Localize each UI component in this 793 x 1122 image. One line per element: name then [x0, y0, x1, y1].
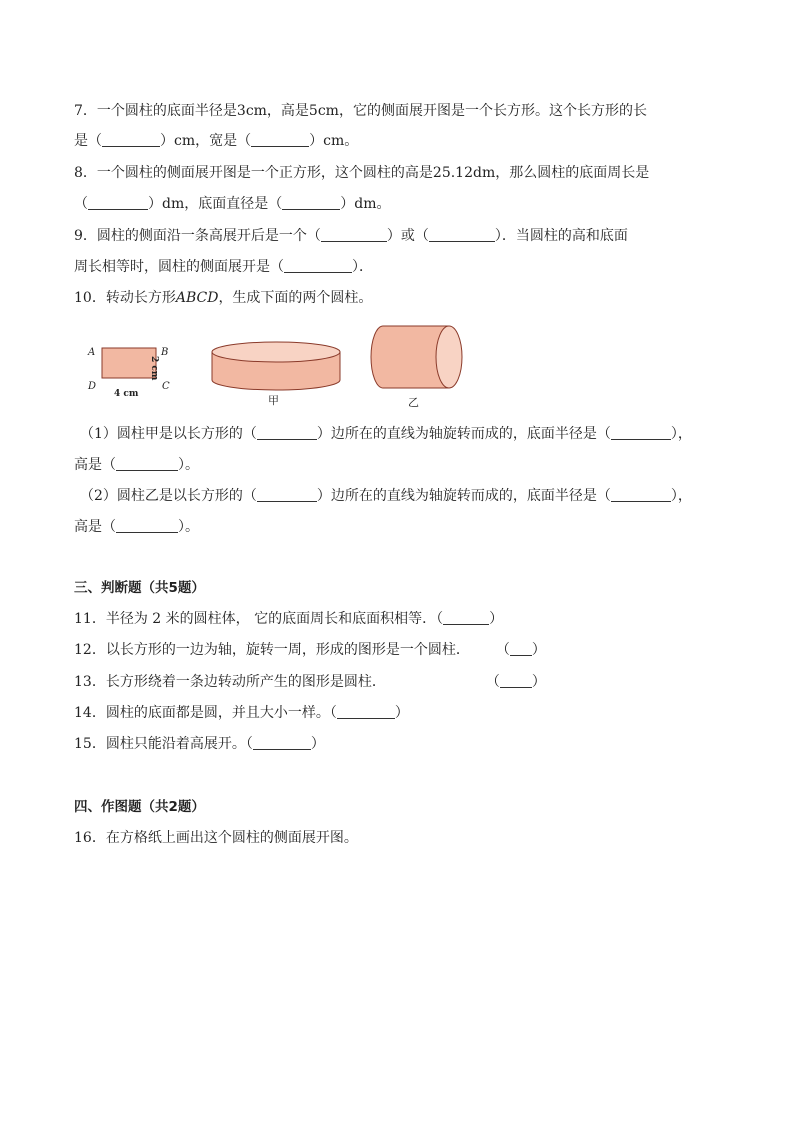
q10-part2-line2: 高是（ ）。: [74, 519, 199, 535]
answer-blank[interactable]: [500, 674, 532, 688]
q9-line2: 周长相等时，圆柱的侧面展开是（ ）．: [74, 259, 373, 275]
section-4-title: 四、作图题（共2题）: [74, 799, 205, 815]
q11: 11．半径为 2 米的圆柱体， 它的底面周长和底面积相等．（ ）: [74, 611, 504, 627]
q10-line1: 10．转动长方形ABCD，生成下面的两个圆柱。: [74, 290, 373, 306]
q15: 15．圆柱只能沿着高展开。（ ）: [74, 736, 325, 752]
answer-blank[interactable]: [321, 228, 387, 242]
answer-blank[interactable]: [284, 259, 352, 273]
answer-blank[interactable]: [116, 457, 178, 471]
answer-blank[interactable]: [337, 705, 395, 719]
q10-part1-line1: （1）圆柱甲是以长方形的（ ）边所在的直线为轴旋转而成的，底面半径是（ ），: [80, 426, 692, 442]
height-label: 2 cm: [149, 356, 159, 381]
q9-line1: 9．圆柱的侧面沿一条高展开后是一个（ ）或（ ）．当圆柱的高和底面: [74, 228, 628, 244]
answer-blank[interactable]: [88, 196, 148, 210]
answer-blank[interactable]: [611, 488, 671, 502]
section-3-title: 三、判断题（共5题）: [74, 580, 205, 596]
answer-blank[interactable]: [429, 228, 495, 242]
q7-line2: 是（ ）cm，宽是（ ）cm。: [74, 133, 359, 149]
cylinder-jia-label: 甲: [268, 394, 279, 407]
q14: 14．圆柱的底面都是圆，并且大小一样。（ ）: [74, 705, 409, 721]
label-b: B: [161, 347, 169, 358]
q8-line1: 8．一个圆柱的侧面展开图是一个正方形，这个圆柱的高是25.12dm，那么圆柱的底面周长是: [74, 165, 650, 181]
q13: 13．长方形绕着一条边转动所产生的图形是圆柱． （ ）: [74, 674, 546, 690]
answer-blank[interactable]: [611, 426, 671, 440]
cylinder-jia-top: [212, 342, 340, 362]
q7-line1: 7．一个圆柱的底面半径是3cm，高是5cm，它的侧面展开图是一个长方形。这个长方形的长: [74, 103, 647, 119]
answer-blank[interactable]: [251, 133, 309, 147]
q8-line2: （ ）dm，底面直径是（ ）dm。: [74, 196, 391, 212]
answer-blank[interactable]: [257, 426, 317, 440]
answer-blank[interactable]: [253, 736, 311, 750]
answer-blank[interactable]: [510, 642, 532, 656]
answer-blank[interactable]: [443, 611, 489, 625]
q10-part1-line2: 高是（ ）。: [74, 457, 199, 473]
width-label: 4 cm: [114, 389, 139, 399]
cylinder-figure: [86, 318, 486, 410]
answer-blank[interactable]: [116, 519, 178, 533]
q10-part2-line1: （2）圆柱乙是以长方形的（ ）边所在的直线为轴旋转而成的，底面半径是（ ），: [80, 488, 692, 504]
cylinder-yi-end: [436, 326, 462, 388]
q16: 16．在方格纸上画出这个圆柱的侧面展开图。: [74, 830, 358, 846]
label-a: A: [88, 347, 96, 358]
answer-blank[interactable]: [102, 133, 160, 147]
q12: 12．以长方形的一边为轴，旋转一周，形成的图形是一个圆柱． （ ）: [74, 642, 546, 658]
answer-blank[interactable]: [282, 196, 340, 210]
answer-blank[interactable]: [257, 488, 317, 502]
rectangle-abcd: [102, 348, 156, 378]
label-d: D: [88, 381, 97, 392]
label-c: C: [162, 381, 170, 392]
cylinder-yi-label: 乙: [408, 396, 419, 409]
